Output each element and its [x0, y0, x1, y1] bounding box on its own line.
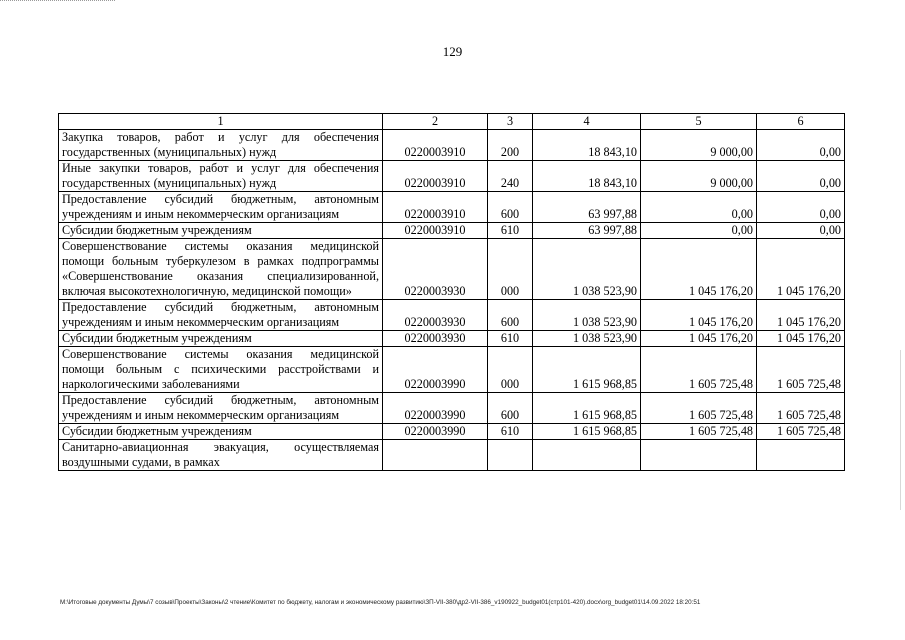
row-value-col6: 1 045 176,20 [757, 239, 845, 300]
table-row [59, 239, 845, 300]
row-value-col5: 1 605 725,48 [641, 393, 757, 424]
row-value-col4: 1 038 523,90 [533, 239, 641, 300]
row-value-col6 [757, 440, 845, 471]
row-name: Совершенствование системы оказания медицинской помощи больным туберкулезом в рамках подпрограммы «Совершенствование оказания специализированной, включая высокотехнологичную, медицинской помощи» [59, 239, 383, 300]
table-row [59, 161, 845, 192]
column-header: 5 [641, 114, 757, 130]
budget-table [58, 113, 845, 471]
row-value-col5: 0,00 [641, 192, 757, 223]
row-value-col5: 1 045 176,20 [641, 331, 757, 347]
row-expense-type: 610 [488, 424, 533, 440]
row-value-col6: 1 605 725,48 [757, 347, 845, 393]
row-name: Закупка товаров, работ и услуг для обеспечения государственных (муниципальных) нужд [59, 130, 383, 161]
table-row [59, 130, 845, 161]
row-value-col6: 0,00 [757, 223, 845, 239]
row-name: Иные закупки товаров, работ и услуг для обеспечения государственных (муниципальных) нужд [59, 161, 383, 192]
row-code: 0220003910 [383, 223, 488, 239]
scan-artifact [0, 0, 115, 4]
row-expense-type: 200 [488, 130, 533, 161]
row-value-col5: 0,00 [641, 223, 757, 239]
table-row [59, 393, 845, 424]
table-row [59, 424, 845, 440]
row-value-col4: 18 843,10 [533, 130, 641, 161]
column-header: 4 [533, 114, 641, 130]
column-header: 2 [383, 114, 488, 130]
row-code: 0220003990 [383, 347, 488, 393]
row-value-col4 [533, 440, 641, 471]
row-value-col5: 9 000,00 [641, 130, 757, 161]
row-expense-type: 000 [488, 239, 533, 300]
row-expense-type: 240 [488, 161, 533, 192]
row-name: Субсидии бюджетным учреждениям [59, 331, 383, 347]
row-expense-type: 600 [488, 393, 533, 424]
row-code: 0220003910 [383, 130, 488, 161]
table-row [59, 192, 845, 223]
row-code [383, 440, 488, 471]
row-code: 0220003990 [383, 424, 488, 440]
row-code: 0220003930 [383, 239, 488, 300]
row-value-col5: 9 000,00 [641, 161, 757, 192]
column-header: 3 [488, 114, 533, 130]
row-value-col5: 1 605 725,48 [641, 424, 757, 440]
row-code: 0220003910 [383, 192, 488, 223]
column-header: 6 [757, 114, 845, 130]
row-value-col4: 1 038 523,90 [533, 331, 641, 347]
row-value-col6: 1 605 725,48 [757, 424, 845, 440]
row-name: Совершенствование системы оказания медицинской помощи больным с психическими расстройствами и наркологическими заболеваниями [59, 347, 383, 393]
table-row [59, 347, 845, 393]
row-name: Субсидии бюджетным учреждениям [59, 223, 383, 239]
row-expense-type: 600 [488, 300, 533, 331]
row-value-col6: 1 045 176,20 [757, 300, 845, 331]
row-code: 0220003930 [383, 300, 488, 331]
row-expense-type: 000 [488, 347, 533, 393]
row-value-col5: 1 605 725,48 [641, 347, 757, 393]
row-name: Санитарно-авиационная эвакуация, осуществляемая воздушными судами, в рамках [59, 440, 383, 471]
row-name: Предоставление субсидий бюджетным, автономным учреждениям и иным некоммерческим организациям [59, 192, 383, 223]
row-expense-type [488, 440, 533, 471]
row-value-col4: 18 843,10 [533, 161, 641, 192]
page-number: 129 [442, 44, 463, 59]
row-value-col6: 0,00 [757, 161, 845, 192]
column-header: 1 [59, 114, 383, 130]
row-expense-type: 610 [488, 223, 533, 239]
row-value-col5: 1 045 176,20 [641, 300, 757, 331]
row-value-col4: 63 997,88 [533, 223, 641, 239]
table-row [59, 223, 845, 239]
table-row [59, 440, 845, 471]
row-value-col4: 63 997,88 [533, 192, 641, 223]
row-value-col6: 1 045 176,20 [757, 331, 845, 347]
row-value-col4: 1 038 523,90 [533, 300, 641, 331]
table-header-row [59, 114, 845, 130]
row-expense-type: 610 [488, 331, 533, 347]
row-value-col6: 0,00 [757, 130, 845, 161]
row-value-col4: 1 615 968,85 [533, 347, 641, 393]
table-row [59, 300, 845, 331]
row-expense-type: 600 [488, 192, 533, 223]
row-name: Субсидии бюджетным учреждениям [59, 424, 383, 440]
row-code: 0220003930 [383, 331, 488, 347]
row-code: 0220003990 [383, 393, 488, 424]
row-code: 0220003910 [383, 161, 488, 192]
row-value-col4: 1 615 968,85 [533, 393, 641, 424]
row-name: Предоставление субсидий бюджетным, автономным учреждениям и иным некоммерческим организациям [59, 300, 383, 331]
row-value-col6: 0,00 [757, 192, 845, 223]
row-value-col4: 1 615 968,85 [533, 424, 641, 440]
row-name: Предоставление субсидий бюджетным, автономным учреждениям и иным некоммерческим организациям [59, 393, 383, 424]
scan-artifact [900, 350, 901, 510]
row-value-col6: 1 605 725,48 [757, 393, 845, 424]
row-value-col5 [641, 440, 757, 471]
footer-file-path: M:\Итоговые документы Думы\7 созыв\Проекты\Законы\2 чтение\Комитет по бюджету, налогам и экономическому развитию\ЗП-VII-380\др2-VII-386_v190922_budget01(стр101-420).docx\org_budget01\14.09.2022 18:20:51 [60, 599, 701, 606]
row-value-col5: 1 045 176,20 [641, 239, 757, 300]
table-row [59, 331, 845, 347]
